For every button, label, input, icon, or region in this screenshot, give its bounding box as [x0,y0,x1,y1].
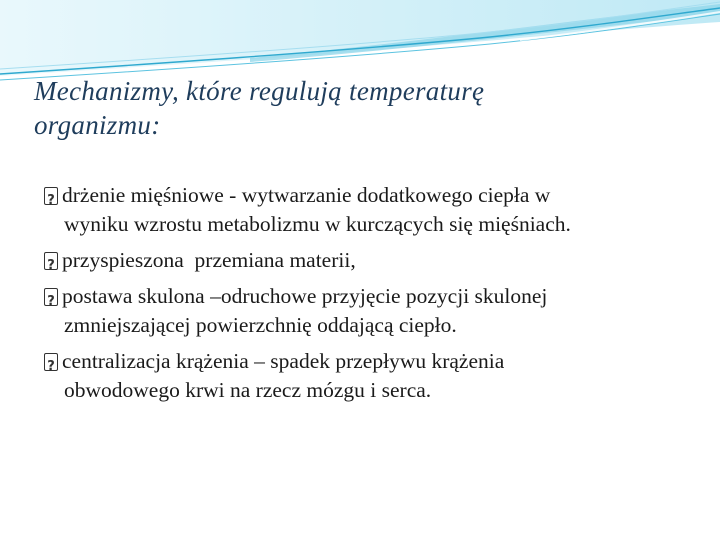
bullet-list [44,181,694,412]
slide-title [34,74,674,142]
slide-title-line: organizmu: [34,110,161,140]
bullet-line [44,246,694,275]
bullet-text: przyspieszona przemiana materii, [62,248,356,272]
bullet-item [44,181,694,239]
bullet-text-continuation: obwodowego krwi na rzecz mózgu i serca. [64,378,432,402]
slide-title-line: Mechanizmy, które regulują temperaturę [34,76,485,106]
bullet-item [44,282,694,340]
bullet-line [44,282,694,311]
bullet-item [44,246,694,275]
bullet-text: drżenie mięśniowe - wytwarzanie dodatkowego ciepła w [62,183,551,207]
bullet-text-continuation: zmniejszającej powierzchnię oddającą ciepło. [64,313,457,337]
missing-glyph-icon [44,288,58,306]
bullet-text: postawa skulona –odruchowe przyjęcie pozycji skulonej [62,284,548,308]
missing-glyph-icon [44,252,58,270]
bullet-line [44,347,694,376]
wave-band-light [0,0,720,76]
missing-glyph-icon [44,353,58,371]
bullet-item [44,347,694,405]
missing-glyph-icon [44,187,58,205]
bullet-text: centralizacja krążenia – spadek przepływu krążenia [62,349,505,373]
bullet-line [44,181,694,210]
bullet-text-continuation: wyniku wzrostu metabolizmu w kurczących się mięśniach. [64,212,571,236]
